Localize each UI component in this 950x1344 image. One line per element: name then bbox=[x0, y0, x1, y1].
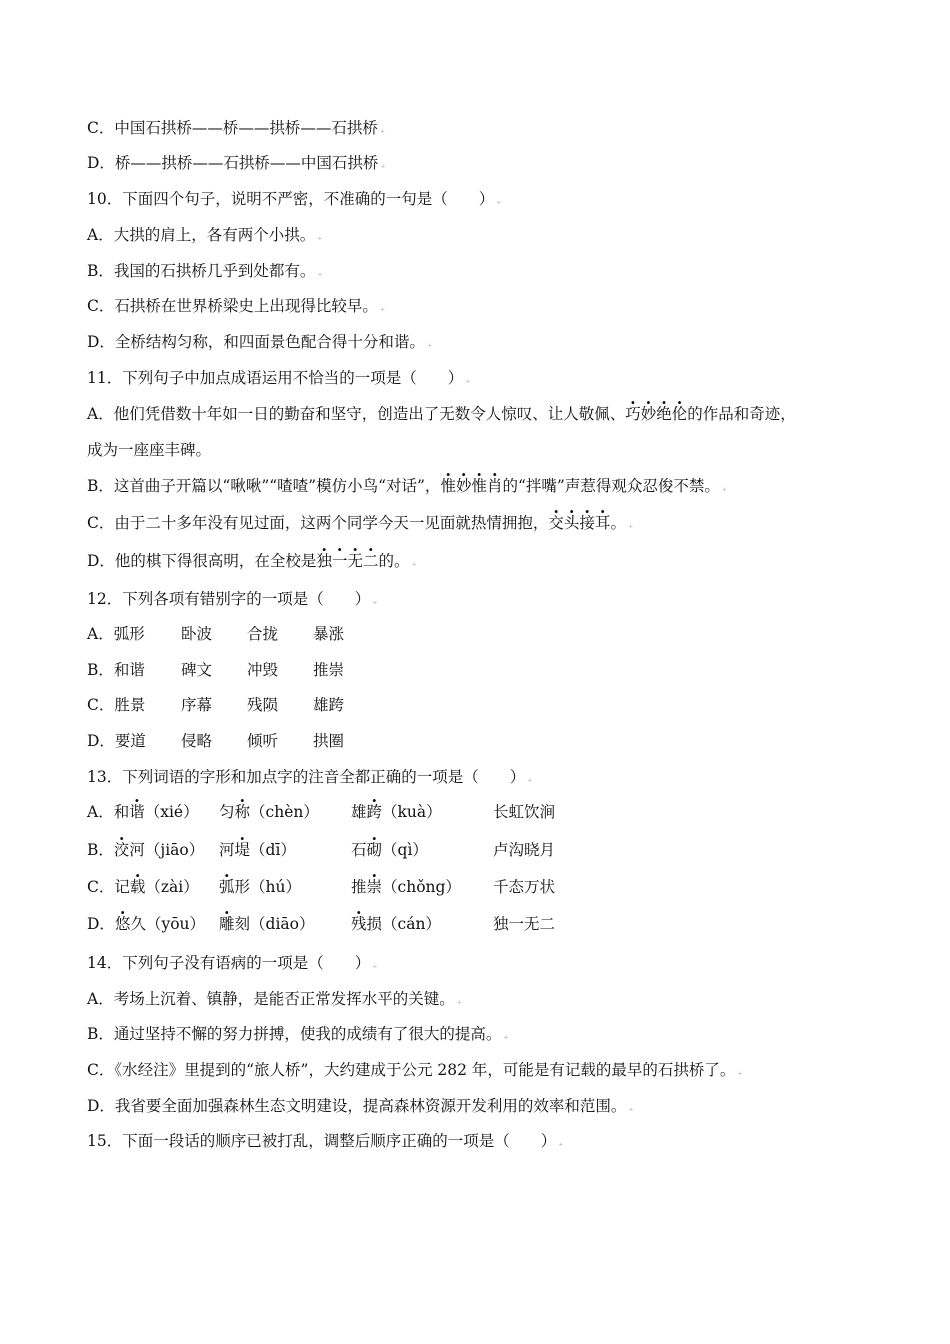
dotted-char: 绝 bbox=[656, 405, 672, 423]
paragraph-mark: ₊ bbox=[527, 774, 533, 785]
q12-option-c: C．胜景 序幕 残陨 雄跨 bbox=[87, 696, 345, 714]
dotted-char: 肖 bbox=[486, 477, 503, 495]
dotted-char: 一 bbox=[331, 552, 348, 570]
q14-option-c: C．《水经注》里提到的“旅人桥”，大约建成于公元 282 年，可能是有记载的最早的石拱桥了。 ₊ bbox=[87, 1061, 743, 1079]
paragraph-mark: ₊ bbox=[372, 596, 378, 607]
paragraph-mark: ₊ bbox=[411, 558, 417, 569]
q9-option-c: C．中国石拱桥——桥——拱桥——石拱桥 ₊ bbox=[87, 119, 386, 137]
q11-option-c: C．由于二十多年没有见过面，这两个同学今天一见面就热情拥抱，交头接耳。 ₊ bbox=[87, 514, 634, 532]
paragraph-mark: ₊ bbox=[628, 1103, 634, 1114]
paragraph-mark: ₊ bbox=[503, 1031, 509, 1042]
q10-option-c: C．石拱桥在世界桥梁史上出现得比较早。 ₊ bbox=[87, 297, 386, 315]
q9-option-d: D．桥——拱桥——石拱桥——中国石拱桥 ₊ bbox=[87, 154, 386, 172]
paragraph-mark: ₊ bbox=[737, 1067, 743, 1078]
q11-option-a-cont: 成为一座座丰碑。 bbox=[87, 441, 212, 459]
dotted-char: 二 bbox=[362, 552, 379, 570]
paragraph-mark: ₊ bbox=[380, 160, 386, 171]
dotted-char: 妙 bbox=[455, 477, 472, 495]
q13-option-c: C．记载（zài） 弧形（hú） 推崇（chǒng） 千态万状 bbox=[87, 878, 556, 896]
q10-stem: 10．下面四个句子，说明不严密，不准确的一句是（ ） ₊ bbox=[87, 190, 502, 208]
paragraph-mark: ₊ bbox=[379, 125, 386, 136]
dotted-char: 独 bbox=[316, 552, 332, 570]
q14-stem: 14．下列句子没有语病的一项是（ ） ₊ bbox=[87, 954, 378, 972]
q12-option-b: B．和谐 碑文 冲毁 推崇 bbox=[87, 661, 345, 679]
paragraph-mark: ₊ bbox=[558, 1138, 564, 1149]
q11-option-a: A．他们凭借数十年如一日的勤奋和坚守，创造出了无数令人惊叹、让人敬佩、巧妙绝伦的作品和奇迹， bbox=[87, 405, 796, 423]
dotted-char: 接 bbox=[579, 514, 595, 532]
dotted-char: 妙 bbox=[640, 405, 657, 423]
dotted-char: 巧 bbox=[625, 405, 641, 423]
paragraph-mark: ₊ bbox=[379, 303, 386, 314]
paragraph-mark: ₊ bbox=[426, 339, 433, 350]
dotted-char: 惟 bbox=[471, 477, 487, 495]
q13-option-a: A．和谐（xié） 匀称（chèn） 雄跨（kuà） 长虹饮涧 bbox=[87, 803, 556, 821]
paragraph-mark: ₊ bbox=[317, 232, 323, 243]
paragraph-mark: ₊ bbox=[456, 996, 462, 1007]
dotted-char: 伦 bbox=[671, 405, 688, 423]
q11-stem: 11．下列句子中加点成语运用不恰当的一项是（ ） ₊ bbox=[87, 369, 471, 387]
q14-option-d: D．我省要全面加强森林生态文明建设，提高森林资源开发利用的效率和范围。 ₊ bbox=[87, 1097, 634, 1115]
paragraph-mark: ₊ bbox=[496, 196, 502, 207]
dotted-char: 头 bbox=[563, 514, 580, 532]
paragraph-mark: ₊ bbox=[465, 375, 471, 386]
q13-stem: 13．下列词语的字形和加点字的注音全都正确的一项是（ ） ₊ bbox=[87, 768, 533, 786]
q13-option-d: D．悠久（yōu） 雕刻（diāo） 残损（cán） 独一无二 bbox=[87, 915, 556, 933]
q10-option-d: D．全桥结构匀称，和四面景色配合得十分和谐。 ₊ bbox=[87, 333, 433, 351]
q11-option-d: D．他的棋下得很高明，在全校是独一无二的。 ₊ bbox=[87, 552, 417, 570]
q12-stem: 12．下列各项有错别字的一项是（ ） ₊ bbox=[87, 590, 378, 608]
paragraph-mark: ₊ bbox=[372, 960, 378, 971]
q14-option-b: B．通过坚持不懈的努力拼搏，使我的成绩有了很大的提高。 ₊ bbox=[87, 1025, 509, 1043]
q10-option-b: B．我国的石拱桥几乎到处都有。 ₊ bbox=[87, 262, 323, 280]
q12-option-d: D．要道 侵略 倾听 拱圈 bbox=[87, 732, 345, 750]
dotted-char: 惟 bbox=[440, 477, 456, 495]
q13-option-b: B．洨河（jiāo） 河堤（dī） 石砌（qì） 卢沟晓月 bbox=[87, 841, 556, 859]
q14-option-a: A．考场上沉着、镇静，是能否正常发挥水平的关键。 ₊ bbox=[87, 990, 462, 1008]
dotted-char: 交 bbox=[548, 514, 564, 532]
paragraph-mark: ₊ bbox=[317, 268, 323, 279]
dotted-char: 耳 bbox=[594, 514, 611, 532]
q10-option-a: A．大拱的肩上，各有两个小拱。 ₊ bbox=[87, 226, 323, 244]
paragraph-mark: ₊ bbox=[627, 520, 634, 531]
paragraph-mark: ₊ bbox=[721, 483, 728, 494]
q15-stem: 15．下面一段话的顺序已被打乱，调整后顺序正确的一项是（ ） ₊ bbox=[87, 1132, 564, 1150]
q12-option-a: A．弧形 卧波 合拢 暴涨 bbox=[87, 625, 345, 643]
q11-option-b: B．这首曲子开篇以“啾啾”“喳喳”模仿小鸟“对话”，惟妙惟肖的“拌嘴”声惹得观众忍俊不禁。 ₊ bbox=[87, 477, 728, 495]
dotted-char: 无 bbox=[347, 552, 363, 570]
